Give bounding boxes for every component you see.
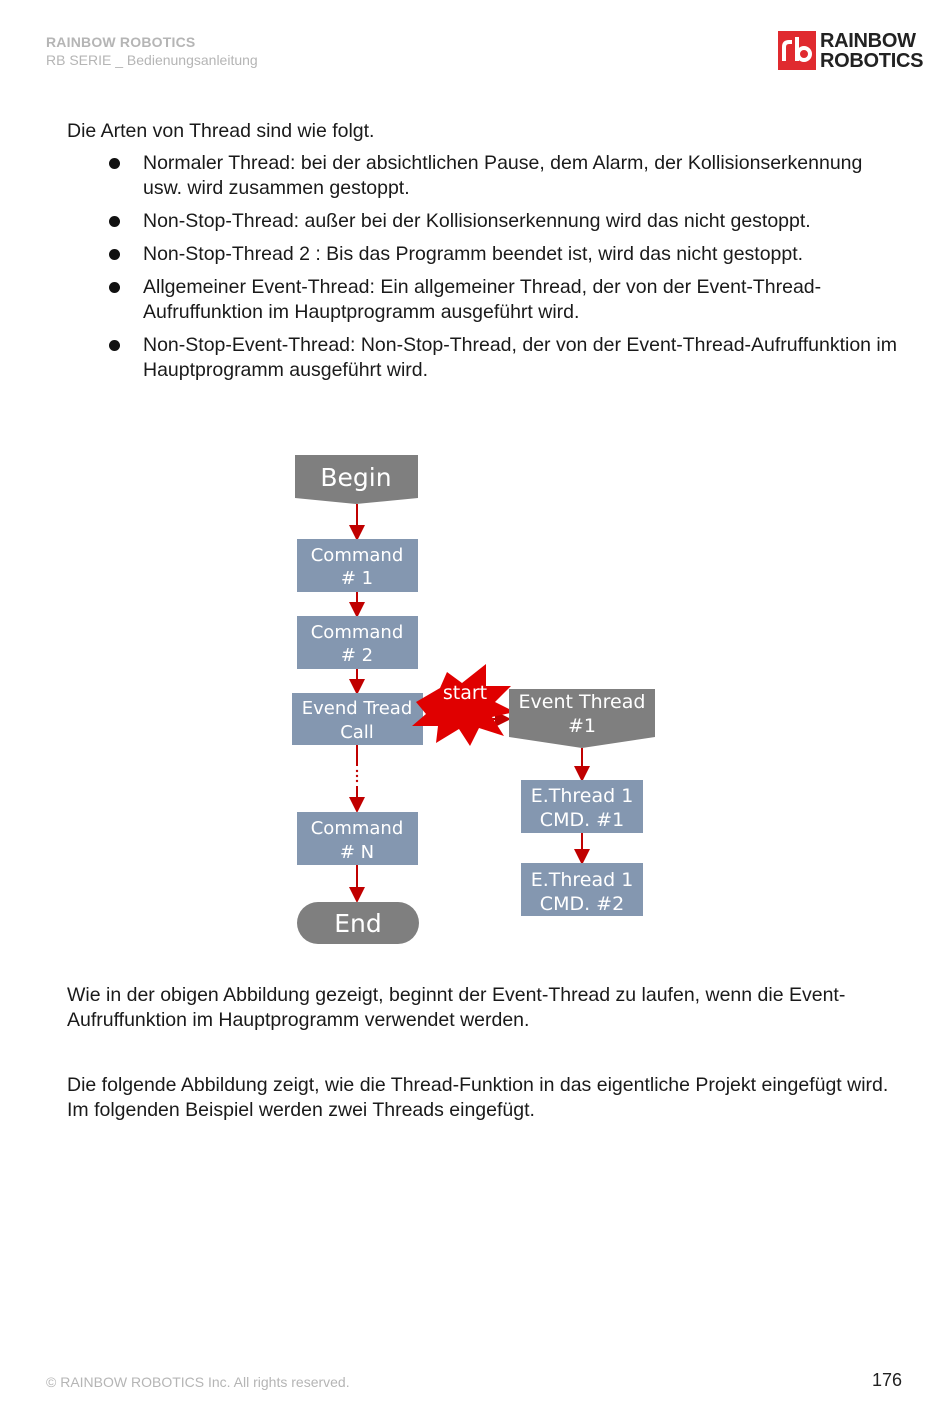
paragraph-event-thread-start: Wie in der obigen Abbildung gezeigt, beginnt der Event-Thread zu laufen, wenn die Event-Aufruffunktion im Hauptprogramm verwendet werden. [67, 984, 846, 1031]
header-company: RAINBOW ROBOTICS [46, 34, 196, 50]
event-thread-command-2-label-line1: E.Thread 1 [530, 869, 634, 891]
logo-text-line1: RAINBOW [820, 30, 916, 52]
event-thread-label-line2: #1 [567, 715, 597, 737]
list-item [107, 209, 897, 234]
list-item-text: Non-Stop-Thread 2 : Bis das Programm beendet ist, wird das nicht gestoppt. [143, 243, 804, 265]
end-label: End [334, 909, 382, 938]
start-burst-icon [412, 664, 515, 746]
event-thread-label-line1: Event Thread [518, 691, 646, 713]
event-thread-command-2-label-line2: CMD. #2 [539, 893, 625, 915]
event-thread-call-label-line2: Call [340, 722, 374, 743]
list-item-text: Non-Stop-Event-Thread: Non-Stop-Thread, der von der Event-Thread-Aufruffunktion im Hauptprogramm ausgeführt wird. [143, 334, 898, 381]
bullet-icon [109, 282, 120, 293]
list-item-text: Allgemeiner Event-Thread: Ein allgemeiner Thread, der von der Event-Thread-Aufruffunktion im Hauptprogramm ausgeführt wird. [143, 276, 822, 323]
bullet-icon [109, 340, 120, 351]
command-1-label-line2: # 1 [340, 568, 374, 589]
logo-icon [778, 31, 816, 70]
page-number: 176 [872, 1370, 903, 1390]
logo-text-line2: ROBOTICS [820, 50, 924, 72]
list-item [107, 242, 897, 267]
header-subtitle: RB SERIE _ Bedienungsanleitung [46, 52, 258, 68]
list-item-text: Normaler Thread: bei der absichtlichen Pause, dem Alarm, der Kollisionserkennung usw. wird zusammen gestoppt. [143, 152, 863, 199]
footer-copyright: © RAINBOW ROBOTICS Inc. All rights reserved. [46, 1374, 350, 1390]
company-logo [778, 30, 924, 73]
start-label: start [442, 682, 488, 704]
event-thread-flowchart [0, 440, 950, 960]
begin-label: Begin [320, 463, 392, 492]
continuation-dots [356, 770, 358, 782]
list-item [107, 333, 897, 383]
list-item [107, 275, 897, 325]
intro-text: Die Arten von Thread sind wie folgt. [67, 120, 375, 142]
bullet-icon [109, 216, 120, 227]
bullet-icon [109, 158, 120, 169]
thread-type-list [107, 151, 897, 391]
event-thread-command-1-label-line1: E.Thread 1 [530, 785, 634, 807]
command-n-label-line2: # N [339, 842, 375, 863]
bullet-icon [109, 249, 120, 260]
paragraph-thread-insertion: Die folgende Abbildung zeigt, wie die Thread-Funktion in das eigentliche Projekt eingefügt wird. Im folgenden Beispiel werden zwei Threads eingefügt. [67, 1074, 889, 1121]
list-item-text: Non-Stop-Thread: außer bei der Kollisionserkennung wird das nicht gestoppt. [143, 210, 811, 232]
command-1-label-line1: Command [310, 545, 404, 566]
event-thread-command-1-label-line2: CMD. #1 [539, 809, 625, 831]
event-thread-call-label-line1: Evend Tread [301, 698, 413, 719]
command-n-label-line1: Command [310, 818, 404, 839]
command-2-label-line1: Command [310, 622, 404, 643]
command-2-label-line2: # 2 [340, 645, 374, 666]
list-item [107, 151, 897, 201]
